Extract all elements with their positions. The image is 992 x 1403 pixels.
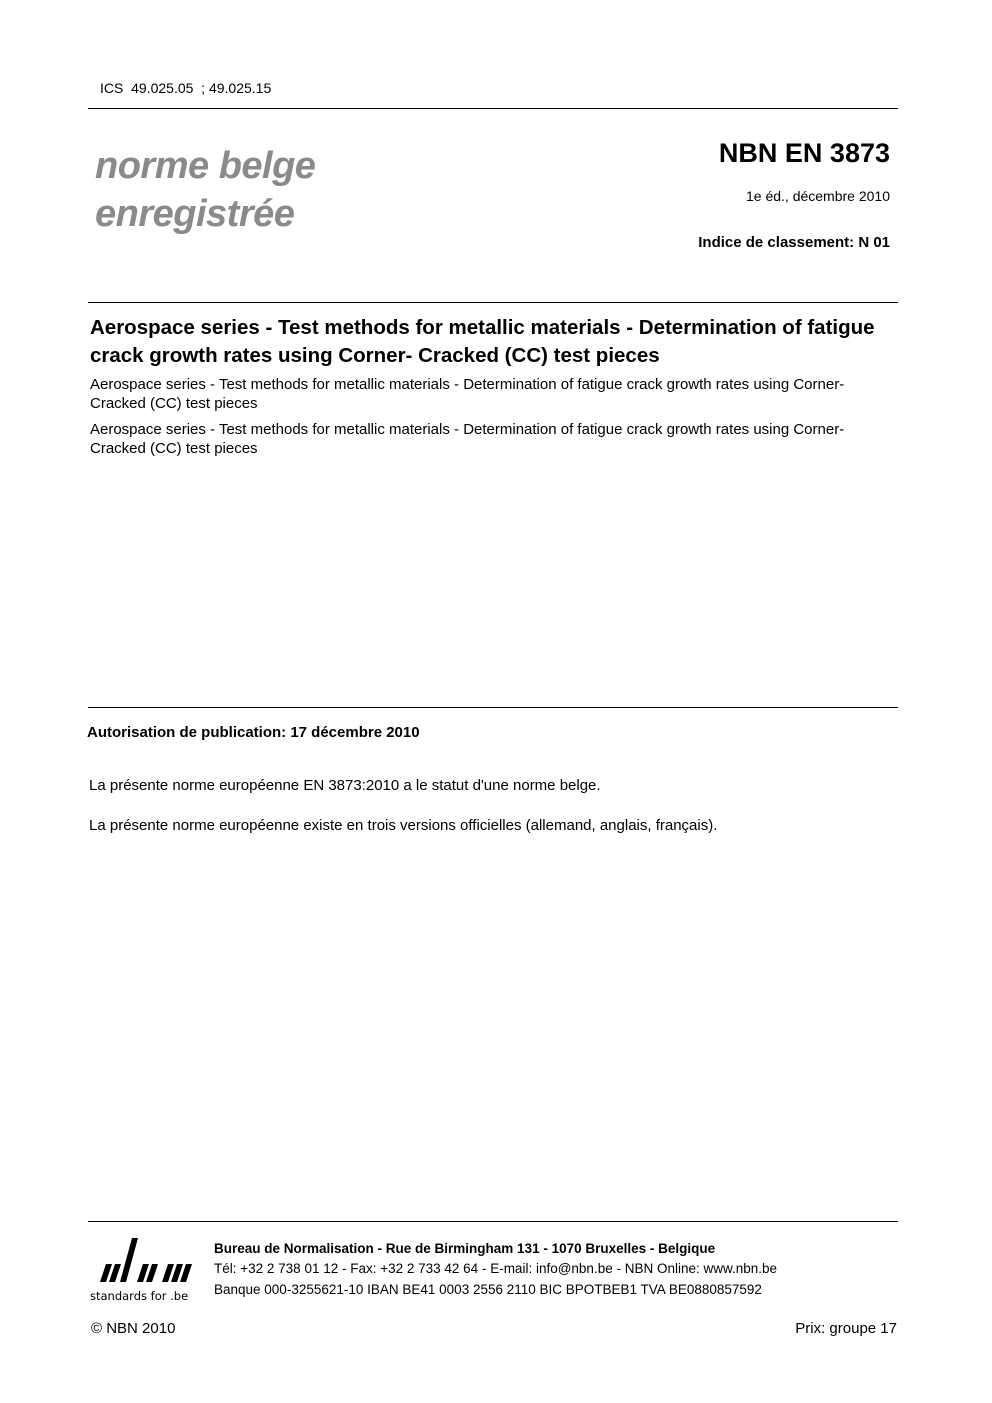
norme-label bbox=[95, 142, 315, 238]
norme-label-line2: enregistrée bbox=[95, 193, 295, 235]
nbn-logo-icon bbox=[88, 1232, 200, 1306]
classification-index: Indice de classement: N 01 bbox=[698, 234, 890, 251]
price-group: Prix: groupe 17 bbox=[795, 1320, 897, 1337]
footer-divider bbox=[88, 1221, 898, 1222]
footer-bank: Banque 000-3255621-10 IBAN BE41 0003 2556 2110 BIC BPOTBEB1 TVA BE0880857592 bbox=[214, 1282, 762, 1297]
publication-authorisation: Autorisation de publication: 17 décembre 2010 bbox=[87, 724, 420, 741]
title-sub-2: Aerospace series - Test methods for metallic materials - Determination of fatigue crack growth rates using Corner- Cracked (CC) test pieces bbox=[90, 421, 845, 457]
copyright: © NBN 2010 bbox=[91, 1320, 176, 1337]
title-divider-top bbox=[88, 302, 898, 303]
edition-date: 1e éd., décembre 2010 bbox=[746, 188, 890, 204]
status-paragraph: La présente norme européenne EN 3873:2010 a le statut d'une norme belge. bbox=[89, 777, 601, 794]
versions-paragraph: La présente norme européenne existe en trois versions officielles (allemand, anglais, français). bbox=[89, 817, 718, 834]
nbn-logo bbox=[88, 1232, 200, 1306]
title-divider-bottom bbox=[88, 707, 898, 708]
norme-label-line1: norme belge bbox=[95, 145, 316, 187]
footer-contact: Tél: +32 2 738 01 12 - Fax: +32 2 733 42 64 - E-mail: info@nbn.be - NBN Online: www.nbn.be bbox=[214, 1261, 778, 1276]
ics-code: ICS 49.025.05 ; 49.025.15 bbox=[100, 80, 272, 96]
nbn-logo-tagline: standards for .be bbox=[90, 1289, 189, 1303]
title-sub-1: Aerospace series - Test methods for metallic materials - Determination of fatigue crack growth rates using Corner- Cracked (CC) test pieces bbox=[90, 376, 845, 412]
standard-number: NBN EN 3873 bbox=[718, 138, 890, 168]
footer-organisation: Bureau de Normalisation - Rue de Birmingham 131 - 1070 Bruxelles - Belgique bbox=[214, 1241, 716, 1256]
title-main: Aerospace series - Test methods for metallic materials - Determination of fatigue crack growth rates using Corner- Cracked (CC) test pieces bbox=[90, 316, 875, 367]
header-divider bbox=[88, 108, 898, 109]
